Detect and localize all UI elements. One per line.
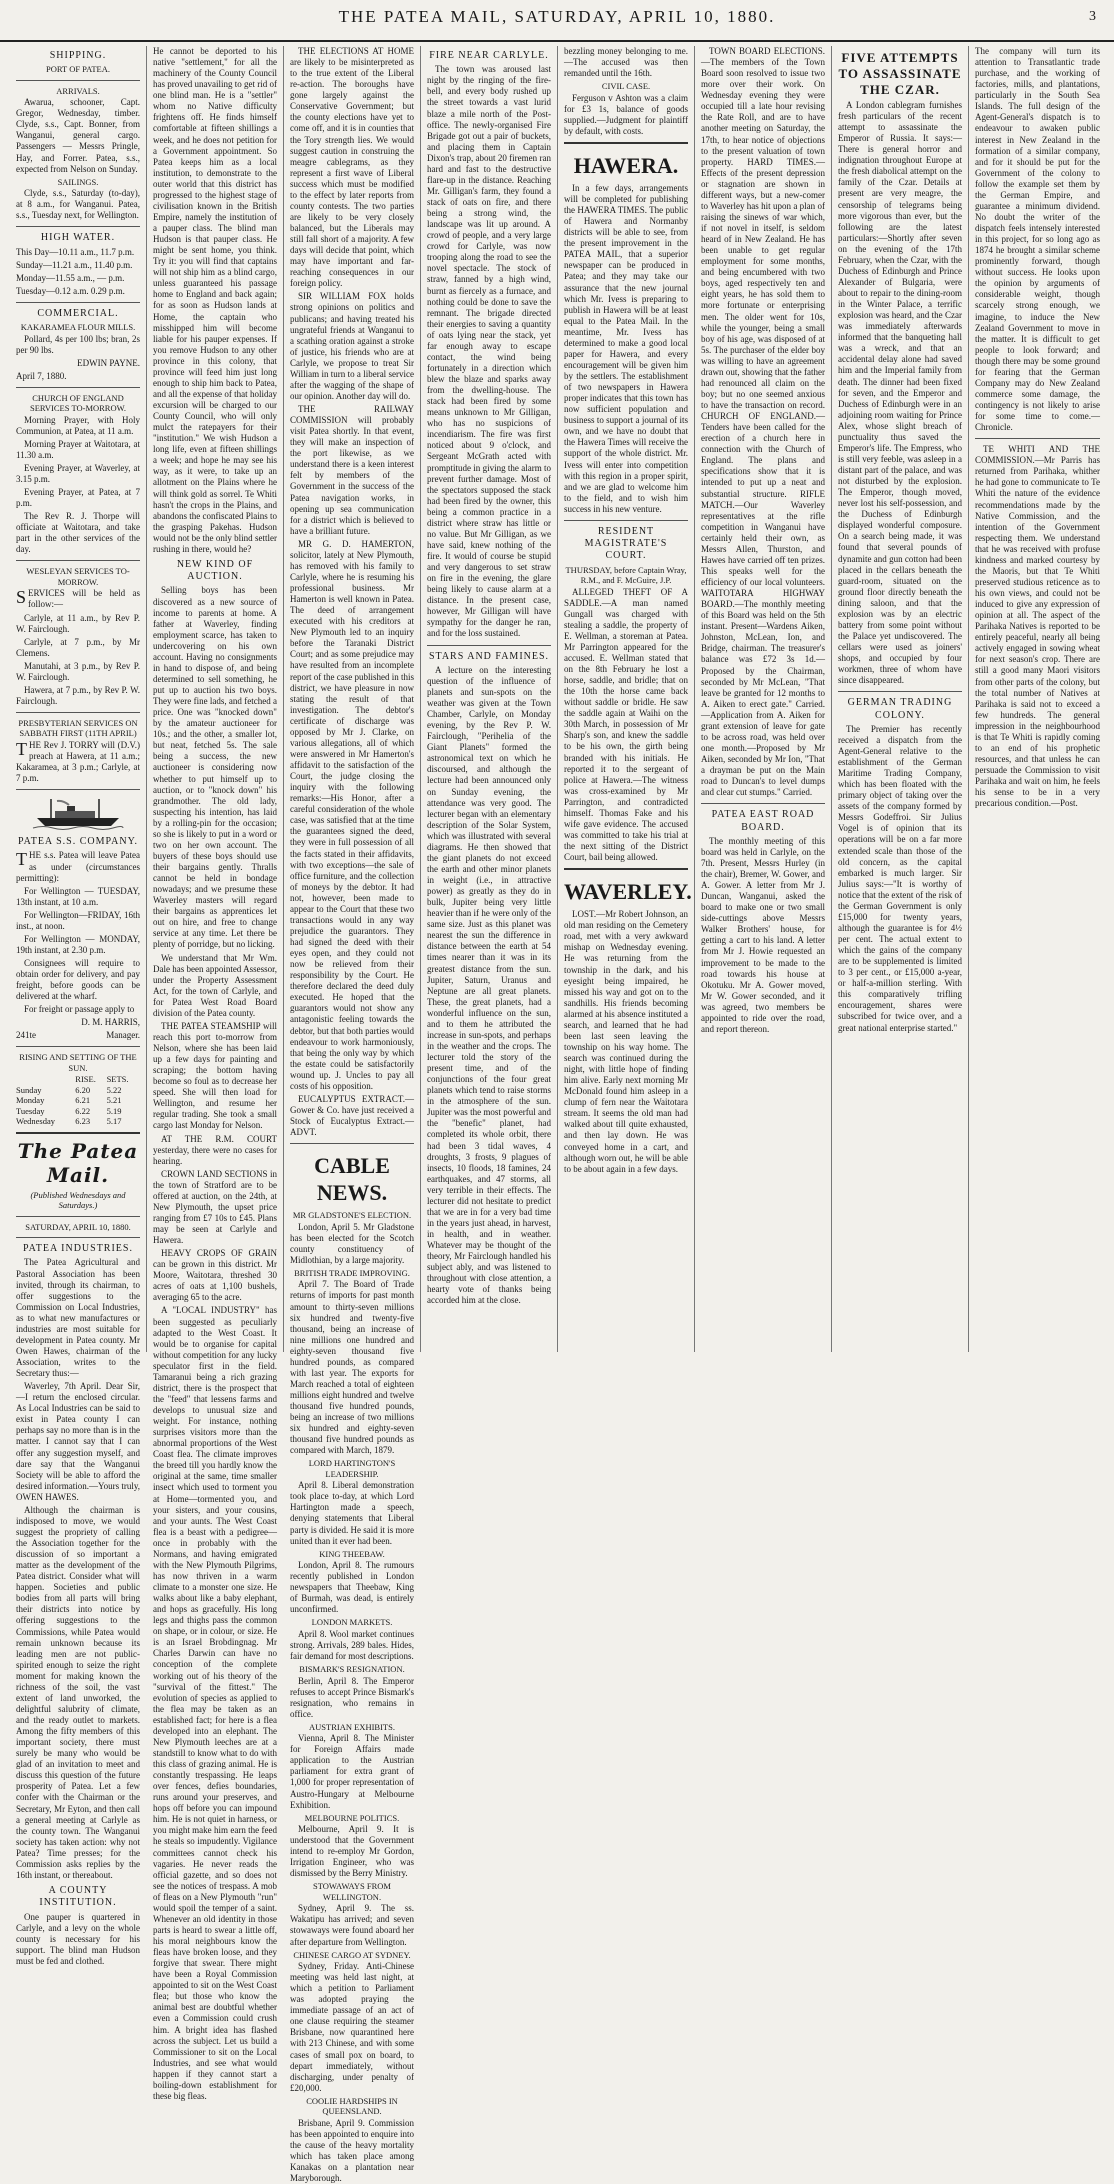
- waverley-text: LOST.—Mr Robert Johnson, an old man residing on the Cemetery road, met with a very awkward mishap on Wednesday evening. He was returning from the township in the dark, and his eyesight being impaired, he missed his way and got on to the sandhills. His friends becoming alarmed at his absence instituted a search, and learned that he had been last seen leaving the township on his way home. The search was continued during the night, with little hope of finding him alive. Early next morning Mr McDonald found him asleep in a clump of fern near the Waitotara stream. It seems the old man had walked about till quite exhausted, and then lay down. He was conveyed home in a cart, and although worn out, he will be able to be about again in a few days.: [564, 909, 688, 1174]
- county-heading: A COUNTY INSTITUTION.: [39, 1884, 117, 1909]
- table-row: [16, 1116, 140, 1126]
- cable-item-text: Sydney, April 9. The ss. Wakatipu has arrived; and seven stowaways were found aboard her after departure from Wellington.: [290, 1903, 414, 1947]
- civil-case-heading: CIVIL CASE.: [601, 81, 651, 92]
- news-paragraph: MR G. D. HAMERTON, solicitor, lately at New Plymouth, has removed with his family to Carlyle, where he is resuming his professional business. Mr Hamerton is well known in Patea. The deed of arrangement executed with his creditors at New Plymouth led to an inquiry before the Taranaki District Court; and as some prejudice may have resulted from an incomplete report of the case published in this district, we have pleasure in now stating the result of that investigation. The debtor's certificate of discharge was opposed by Mr J. Clarke, on various allegations, all of which were answered in Mr Hamerton's affidavit to the satisfaction of the Court, the judge closing the inquiry with the following remarks:—His Honor, after a careful consideration of the whole case, was satisfied that at the time the guarantees signed the deed, they were in full possession of all the facts stated in their affidavits, with two exceptions—the sale of office furniture, and the collection of moneys by the debtor. It had not, however, been made to appear to the Court that these two transactions would in any way prejudice the guarantors. They had signed the deed with their eyes open, and they could not now be relieved from their responsibility by the Court. He therefore declared the deed duly executed. He hoped that the guarantors would not show any antagonistic feeling towards the debtor, but that both parties would endeavour to work harmoniously, that being the only way by which the estate could be satisfactorily wound up. J. Uncles to pay all costs of his opposition.: [290, 538, 414, 1091]
- table-row: [16, 1095, 140, 1105]
- patea-east-text: The monthly meeting of this board was held in Carlyle, on the 7th. Present, Messrs Hurley (in the chair), Bremer, W. Gower, and A. Gower. A letter from Mr J. Duncan, Wanganui, asked the board to make one or two small side-cuttings above Messrs Walker Brothers' house, for getting a cart to his land. A letter from Mr J. Howie requested an improvement to be made to the road towards his house at Okotuku. Mr A. Gower moved, Mr W. Gower seconded, and it was agreed, two members be appointed to ride over the road, and report thereon.: [701, 835, 825, 1034]
- ss-signature: D. M. HARRIS,: [81, 1017, 140, 1028]
- sun-cell: 6.20: [75, 1084, 91, 1095]
- hawera-text: In a few days, arrangements will be completed for publishing the HAWERA TIMES. The public of Hawera and Normanby districts will be able to see, from the present improvement in the PATEA MAIL, that a superior newspaper can be produced in Patea; and they may take our assurance that the new journal which Mr. Ivess is preparing to publish in Hawera will be at least equal to the Patea Mail. In the meantime, Mr. Ivess has determined to make a good local paper for Hawera, and every encouragement will be given him by the settlers. The establishment of two newspapers in Hawera proper indicates that this town has now sufficient population and business to support a journal of its own, and we have no doubt that the Hawera Times will receive the support of the whole district. Mr. Ivess will enter into competition with this region in a proper spirit, and we are glad to welcome him to the field, and to wish him success in his new venture.: [564, 182, 688, 514]
- waverley-continued: TOWN BOARD ELECTIONS.—The members of the Town Board soon resolved to issue two more over their work. On Wednesday evening they were occupied till a late hour revising the Rate Roll, and are to have another meeting on Saturday, the 17th, to hear notice of objections to the present valuation of town property. HARD TIMES.—Effects of the present depression or stagnation are shown in different ways, but a new-comer to Waverley has hit upon a plan of raising the sinews of war which, if not novel in itself, is seldom heard of in New Zealand. He has been unable to get regular employment for some months, and being encumbered with two boys, aged respectively ten and eight years, he has sold them to more fortunate or enterprising men. The older went for 10s, while the younger, being a small boy of his age, was disposed of at 5s. The purchaser of the elder boy was willing to have an agreement drawn out, showing that the father had renounced all claim on the boy; but no one seemed anxious to have the transaction on record. CHURCH OF ENGLAND.—Tenders have been called for the erection of a church here in connection with the Church of England. The plans and specifications show that it is intended to put up a neat and substantial structure. RIFLE MATCH.—Our Waverley representatives at the rifle competition in Wanganui have certainly held their own, as Messrs Allen, Thurston, and Hawes have carried off ten prizes. This speaks well for the efficiency of our local volunteers. WAITOTARA HIGHWAY BOARD.—The monthly meeting of this Board was held on the 5th instant. Present—Wardens Aiken, Johnston, McLean, Ion, and Bridge, chairman. The treasurer's balance was £72 3s 1d.—Proposed by the Chairman, seconded by Mr McLean, "That leave be granted for 12 months to A. Aiken to erect gate." Carried.—Application from A. Aiken for grant extension of leave for gate to be across road, was held over one month.—Proposed by Mr Aiken, seconded by Mr Ion, "That a drayman be put on the Main road to Duncan's to level dumps and clear cut stumps." Carried.: [701, 46, 825, 798]
- cable-item-text: London, April 8. The rumours recently published in London newspapers that Theebaw, King of Burmah, was dead, is entirely unconfirmed.: [290, 1560, 414, 1615]
- high-water-line: Tuesday—0.12 a.m. 0.29 p.m.: [16, 285, 125, 296]
- sailings-text: Clyde, s.s., Saturday (to-day), at 8 a.m., for Wanganui. Patea, s.s., Tuesday next, for Wellington.: [16, 188, 140, 221]
- cable-item-text: London, April 5. Mr Gladstone has been elected for the Scotch county constituency of Midlothian, by a large majority.: [290, 1221, 414, 1265]
- sun-cell: 6.23: [75, 1116, 91, 1127]
- sun-heading: RISING AND SETTING OF THE SUN.: [19, 1052, 137, 1073]
- stars-text: A lecture on the interesting question of the influence of planets and sun-spots on the weather was given at the Town Chamber, Carlyle, on Monday evening, by the Rev P. W. Fairclough, "Perihelia of the Giant Planets" formed the astronomical text on which he discoursed, and although the lecture had been announced only on Sunday evening, the attendance was very good. The lecturer began with an elementary description of the Solar System, which was illustrated with several diagrams. He then showed that the giant planets do not exceed the earth and other minor planets in weight (i.e., in attractive power) as greatly as they do in bulk, Jupiter being very little heavier than if he were only of the same size. Just as this planet was nearest the sun the difference in distance between the earth at 54 times nearer than it was in its greatest distance from the sun. Jupiter, Saturn, Uranus and Neptune are all great planets. These, the great planets, had a wonderful influence on the sun, and to them he attributed the increase in sun-spots, and perhaps in the weather and the crops. The lecturer told the story of the present time, and of the conjunctions of the four great planets which tend to raise storms in the atmosphere of the sun. Jupiter was the most powerful and the "benefic" planet, had completed its whole orbit, there had been 3 tidal waves, 4 droughts, 3 frosts, 9 plagues of insects, 10 floods, 18 famines, 24 earthquakes, and 47 storms, all very terrible in their effects. The lecturer did not hesitate to predict that we are in for a very bad time in the years just ahead, in harvest, in health, and in weather. Whatever may be thought of the theory, Mr Fairclough handled his subject ably, and was listened to throughout with close attention, a hearty vote of thanks being accorded him at the close.: [427, 664, 551, 1306]
- rm-court-sub: THURSDAY, before Captain Wray, R.M., and F. McGuire, J.P.: [565, 564, 687, 586]
- hawera-heading: HAWERA.: [573, 152, 679, 178]
- sailings-heading: SAILINGS.: [57, 176, 99, 187]
- industries-paragraph: Although the chairman is indisposed to move, we would suggest the propriety of calling the Association together for the discussion of so important a matter as the development of the Patea district. Consider what will happen. Societies and public bodies from all parts will bring their districts into notice by offering suggestions to the Commissions, while Patea would remain unknown because its leading men are not public-spirited enough to seize the right moment for making known the richness of the soil, the vast extent of land unworked, the delightful salubrity of climate, and the ready outlet to markets. Among the fifty members of this important society, there must surely be many who would be glad of an invitation to meet and discuss this question of the future prosperity of Patea. Let a few confer with the Chairman or the Secretary, Mr Eyton, and then call a general meeting at Carlyle as the county town. The Wanganui society has taken action: why not Patea? Time presses; for the Commission asks replies by the 16th instant, or thereabout.: [16, 1504, 140, 1880]
- wesleyan-line: Carlyle, at 7 p.m., by Mr Clemens.: [16, 636, 140, 658]
- columns: [10, 46, 1106, 2183]
- cable-item-heading: BISMARK'S RESIGNATION.: [299, 1664, 405, 1675]
- article-paragraph: A "LOCAL INDUSTRY" has been suggested as peculiarly adapted to the West Coast. It would be to organise for capital without competition for any lucky speculator first in the field. Tamaranui being a rich grazing district, there is the prospect that the "feed" that lessens farms and develops to unusual size and weight. For instance, nothing surprises visitors more than the abnormal proportions of the West Coast flea. The climate improves the breed till you hardly know the original at the same, time smaller insect which used to torment you at Home—tormented you, and your sisters, and your cousins, and your aunts. The West Coast flea is a beast with a pedigree—once in probably with the Normans, and having emigrated with the New Plymouth Pilgrims, has now thriven in a warm climate to a monster one size. He walks about like a baby elephant, and hops as gracefully. His long legs and thighs pass the common on shape, or in colour, or size. He is an Israel Brobdingnag. Mr Charles Darwin can have no conception of the complete working out of his theory of the "survival of the fittest." The evolution of species as applied to the flea may be taken as an established fact; for here is a flea developed into an elephant. The New Plymouth leeches are at a standstill to know what to do with this class of grazing animal. He is constantly trespassing. He leaps over fences, defies boundaries, runs around your preserves, and hops off before you can impound him. He is not quiet in harness, or you might make him earn the feed he steals so impudently. Vigilance committees cannot check his vagaries. He never reads the official gazette, and so does not see the notices of trespass. A mob of fleas on a New Plymouth "run" would spoil the temper of a saint. Whenever an old identity in those parts is heard to swear a little off, his moral neighbours know the fleas have broken loose, and they forgive that swear. There might have been a Royal Commission appointed to sit on the West Coast flea; but those who know the animal best are doubtful whether even a Commission could crush him. A bright idea has flashed across the subject. Let us build a Commissioner to sit on the Local Industries, and see what would happen if they cannot start a boiling-down establishment for these big fleas.: [153, 1305, 277, 2101]
- commercial-heading: COMMERCIAL.: [37, 307, 119, 319]
- wesleyan-heading: WESLEYAN SERVICES TO-MORROW.: [26, 566, 130, 587]
- flour-text: Pollard, 4s per 100 lbs; bran, 2s per 90 lbs.: [16, 333, 140, 355]
- sun-cell: Tuesday: [16, 1105, 45, 1116]
- high-water-line: This Day—10.11 a.m., 11.7 p.m.: [16, 246, 135, 257]
- sun-col-header: [16, 1074, 75, 1084]
- article-paragraph: HEAVY CROPS OF GRAIN can be grown in this district. Mr Moore, Waitotara, threshed 30 acres of oats at 1,100 bushels, averaging 65 to the acre.: [153, 1248, 277, 1303]
- cable-item-heading: CHINESE CARGO AT SYDNEY.: [293, 1949, 411, 1960]
- wesleyan-line: Manutahi, at 3 p.m., by Rev P. W. Fairclough.: [16, 660, 140, 682]
- colony-text: The Premier has recently received a dispatch from the Agent-General relative to the establishment of the German Maritime Trading Company, which has been floated with the primary object of taking over the assets of the company formed by Messrs Godeffroi. Sir Julius Vogel is of opinion that its operations will be on a far more extended scale than those of the old concern, as the capital embarked is much larger. Sir Julius says:—"It is worthy of notice that the extent of the risk of the German Government is only £15,000 for twenty years, although the guarantee is for 4½ per cent. The actual extent to which the gains of the company are to be supplemented is limited to 3 per cent., or £15,000 a-year, or half-a-million sterling. With this comparatively trifling encouragement, shares were subscribed for twice over, and a great national enterprise started.": [838, 723, 962, 1033]
- czar-text: A London cablegram furnishes fresh particulars of the recent attempt to assassinate the Emperor of Russia. It says:—There is general horror and indignation throughout Europe at the fresh diabolical attempt on the family of the Czar. Details at present are very meagre, the censorship of telegrams being more vigorous than ever, but the following are the latest particulars:—Shortly after seven on the evening of the 17th February, when the Czar, with the Duchess of Edinburgh and Prince Alexander of Bulgaria, were about to repair to the dining-room in the Winter Palace, a terrific explosion was heard, and the Czar was immediately afterwards informed that the banqueting hall was a wreck, and that an accidental delay alone had saved him and the Imperial family from death. The dinner had been fixed for seven, and the Emperor and Duchess of Edinburgh were in an adjoining room waiting for Prince Alex, whose slight breach of punctuality thus saved the Emperor's life. The Empress, who is still very feeble, was asleep in a distant part of the palace, and was not disturbed by the explosion. The Emperor, though moved, never lost his self-possession, and the Duchess of Edinburgh displayed wonderful composure. On a search being made, it was found that several pounds of dynamite and gun cotton had been placed in the cellars beneath the guard-room, situated on the ground floor directly beneath the dining saloon, and that the explosion was by an electric battery from some point without the Palace yet undiscovered. The cellars were used as joiners' shops, and occupied by four workmen, three of whom have since disappeared.: [838, 99, 962, 686]
- flour-signature: EDWIN PAYNE.: [77, 357, 140, 368]
- presbyterian-text: THE Rev J. TORRY will (D.V.) preach at Hawera, at 11 a.m.; Kakaramea, at 3 p.m.; Carlyle, at 7 p.m.: [16, 738, 140, 784]
- sun-cell: Monday: [16, 1095, 45, 1106]
- news-paragraph: SIR WILLIAM FOX holds strong opinions on politics and publicans; and having treated his ungrateful friends at Wanganui to a scathing oration against a stroke of justice, his friends who are at Carlyle, we propose to treat Sir William in turn to a liberal service after the wagging of the shape of our opinion. Another day will do.: [290, 291, 414, 401]
- wesleyan-line: SERVICES will be held as follow:—: [16, 587, 140, 610]
- te-whiti-text: TE WHITI AND THE COMMISSION.—Mr Parris has returned from Parihaka, whither he had gone to communicate to Te Whiti the nature of the evidence recommendations made by the Native Commission, and the intention of the Government respecting them. We understand that he was received with profuse kindness and marked courtesy by the Maoris, but that Te Whiti preserved studious reticence as to his own views, and could not be induced to give any expression of opinion at all. The aspect of the Parihaka Natives is reported to be entirely peaceful, nearly all being actively engaged in sowing wheat for next season's crop. There are still a good many Maori visitors from other parts of the colony, but the total number of Natives at Parihaka is said not to exceed a few hundreds. The general impression in the neighbourhood is that Te Whiti is rapidly coming to an end of his prophetic resources, and that unless he can persuade the Commission to visit Parihaka and wait on him, he feels his sense to be in a very precarious condition.—Post.: [975, 444, 1100, 809]
- stars-heading: STARS AND FAMINES.: [428, 650, 550, 662]
- cable-item-heading: AUSTRIAN EXHIBITS.: [309, 1721, 395, 1732]
- patea-east-heading: PATEA EAST ROAD BOARD.: [711, 809, 815, 833]
- sun-cell: Wednesday: [16, 1116, 55, 1127]
- ss-company-heading: PATEA S.S. COMPANY.: [17, 836, 139, 848]
- ss-ref: 241te: [16, 1030, 36, 1041]
- cable-item-heading: BRITISH TRADE IMPROVING.: [294, 1267, 410, 1278]
- church-line: Evening Prayer, at Waverley, at 3.15 p.m.: [16, 462, 140, 485]
- cable-item-heading: MR GLADSTONE'S ELECTION.: [292, 1210, 412, 1221]
- article-paragraph: AT THE R.M. COURT yesterday, there were no cases for hearing.: [153, 1133, 277, 1166]
- article-paragraph: THE PATEA STEAMSHIP will reach this port to-morrow from Nelson, where she has been laid up a few days for painting and scraping; the bottom having become so foul as to decrease her speed. She will then load for Wellington, and resume her regular trading. She took a small cargo last Monday for Nelson.: [153, 1020, 277, 1131]
- wesleyan-line: Carlyle, at 11 a.m., by Rev P. W. Fairclough.: [16, 612, 140, 634]
- column-3: [284, 46, 421, 2183]
- colony-heading: GERMAN TRADING COLONY.: [847, 697, 953, 721]
- shipping-heading: SHIPPING.: [49, 50, 107, 61]
- column-5: [558, 46, 695, 1352]
- fire-heading: FIRE NEAR CARLYLE.: [429, 50, 549, 61]
- presbyterian-heading: PRESBYTERIAN SERVICES ON SABBATH FIRST (11TH APRIL): [18, 718, 138, 739]
- table-row: [16, 1085, 140, 1095]
- page-number: 3: [1089, 9, 1096, 24]
- steamship-illustration: [33, 796, 123, 830]
- civil-case-text: Ferguson v Ashton was a claim for £3 1s, balance of goods supplied.—Judgment for plaintiff by default, with costs.: [564, 92, 688, 136]
- column-8: [969, 46, 1106, 1352]
- ss-line: Consignees will require to obtain order for delivery, and pay freight, before goods can be delivered at the wharf.: [16, 958, 140, 1002]
- table-row: [16, 1106, 140, 1116]
- industries-heading: PATEA INDUSTRIES.: [23, 1243, 133, 1255]
- paper-title: The Patea Mail.: [17, 1138, 139, 1188]
- church-line: Morning Prayer, with Holy Communion, at Patea, at 11 a.m.: [16, 414, 140, 436]
- county-text: One pauper is quartered in Carlyle, and a levy on the whole county is necessary for his support. The blind man Hudson must be fed and clothed.: [16, 1911, 140, 1966]
- ss-signature-title: Manager.: [106, 1030, 140, 1041]
- masthead: [0, 0, 1114, 42]
- cable-item-text: Berlin, April 8. The Emperor refuses to accept Prince Bismark's resignation, who remains in office.: [290, 1675, 414, 1719]
- cable-item-heading: COOLIE HARDSHIPS IN QUEENSLAND.: [306, 2095, 398, 2117]
- sun-cell: 5.17: [106, 1116, 122, 1127]
- arrivals-text: Awarua, schooner, Capt. Gregor, Wednesday, timber. Clyde, s.s., Capt. Bonner, from Wanganui, general cargo. Passengers — Messrs Pringle, Hay, and Forrer. Patea, s.s., expected from Nelson on Sunday.: [16, 97, 140, 174]
- cable-item-text: Vienna, April 8. The Minister for Foreign Affairs made application to the Austrian parliament for extra grant of 1,000 for proper representation of Austro-Hungary at Melbourne Exhibition.: [290, 1733, 414, 1810]
- sun-cell: 6.22: [75, 1105, 91, 1116]
- news-paragraph: THE ELECTIONS AT HOME are likely to be misinterpreted as to the true extent of the Liberal re-action. The boroughs have gone largely against the Conservative Government; but the county elections have yet to come off, and it is in counties that the Tory strength lies. We would suggest caution in construing the meagre cablegrams, as they represent a first wave of Liberal success which must be modified to the effect by later reports from county contests. The two parties are likely to be very closely balanced, but the Liberals may still fall short of a majority. A few days will decide that point, which may have important and far-reaching consequences in our foreign policy.: [290, 46, 414, 289]
- ss-line: For freight or passage apply to: [24, 1004, 135, 1015]
- cable-item-text: April 7. The Board of Trade returns of imports for past month amount to thirty-seven millions six hundred and twenty-five thousand, being an increase of nine millions one hundred and eighty-seven thousand five hundred pounds, as compared with last year. The exports for March reached a total of eighteen millions eight hundred and twelve thousand five hundred pounds, being an increase of two millions six hundred and eighty-seven thousand five hundred pounds as compared with March, 1879.: [290, 1279, 414, 1456]
- wesleyan-line: Hawera, at 7 p.m., by Rev P. W. Fairclough.: [16, 684, 140, 706]
- cable-item-text: Brisbane, April 9. Commission has been appointed to enquire into the cause of the heavy mortality which has taken place among Kanakas on a plantation near Maryborough.: [290, 2117, 414, 2183]
- cable-item-heading: KING THEEBAW.: [319, 1548, 385, 1559]
- sun-col-header: RISE.: [75, 1074, 96, 1085]
- colony-continued: The company will turn its attention to Transatlantic trade purchase, and the working of factories, mills, and plantations, particularly in the South Sea Islands. The full design of the Agent-General's dispatch is to endeavour to awaken public interest in New Zealand in the formation of a similar company, and for it should be put for the Government of the colony to follow the example set them by the German Empire, and guarantee a minimum dividend. No doubt the writer of the dispatch feels intensely interested in this project, for so long ago as 1874 he brought a similar scheme prominently forward, though without success. He looks upon the opinion by arguments of considerable weight, though scarcely strong enough, we imagine, to induce the New Zealand Government to move in the matter. It is difficult to get people to look forward; and though there may be some ground for fearing that the German Company may do New Zealand commerce some damage, the contingency is not likely to arise for some time to come.—Chronicle.: [975, 46, 1100, 433]
- sun-col-header: SETS.: [106, 1074, 129, 1085]
- column-1: [10, 46, 147, 1966]
- cable-item-text: April 8. Liberal demonstration took place to-day, at which Lord Hartington made a speech, denying statements that Liberal party is divided. He said it is more united than it ever had been.: [290, 1480, 414, 1546]
- cable-item-heading: MELBOURNE POLITICS.: [304, 1812, 400, 1823]
- waverley-heading: WAVERLEY.: [564, 879, 692, 905]
- column-7: [832, 46, 969, 1352]
- sun-table: [16, 1074, 140, 1126]
- rm-court-text: ALLEGED THEFT OF A SADDLE.—A man named Gungall was charged with stealing a saddle, the property of E. Wellman, a storeman at Patea. Mr Parrington appeared for the accused. E. Wellman stated that on the 8th February he lost a horse, saddle, and bridle; that on the 10th the horse came back without saddle or bridle. He saw the saddle again at Waihi on the 30th March, in possession of Mr Sharp's son, and knew the saddle to be his own, the girth being branded with his initials. He reported it to the sergeant of police at Hawera.—The witness was cross-examined by Mr Parrington, and contradicted himself. Thomas Fake and his wife gave evidence. The accused was committed to take his trial at the next sitting of the District Court, bail being allowed.: [564, 586, 688, 863]
- czar-heading: FIVE ATTEMPTS TO ASSASSINATE THE CZAR.: [838, 50, 962, 97]
- sun-cell: 5.21: [106, 1095, 122, 1106]
- ss-line: For Wellington—FRIDAY, 16th inst., at noon.: [16, 909, 140, 931]
- ss-line: For Wellington — TUESDAY, 13th instant, at 10 a.m.: [16, 885, 140, 907]
- industries-paragraph: The Patea Agricultural and Pastoral Association has been invited, through its chairman, to offer suggestions to the Commission on Local Industries, as to what new manufactures or industries are most suitable for development in Patea county. Mr Owen Hawes, chairman of the Association, writes to the Secretary thus:—: [16, 1257, 140, 1379]
- high-water-line: Sunday—11.21 a.m., 11.40 p.m.: [16, 259, 133, 270]
- church-line: Morning Prayer at Waitotara, at 11.30 a.m.: [16, 438, 140, 460]
- church-line: The Rev R. J. Thorpe will officiate at Waitotara, and take part in the other services of the day.: [16, 511, 140, 555]
- sun-cell: Sunday: [16, 1084, 42, 1095]
- article-paragraph: Selling boys has been discovered as a new source of income to parents at home. A father at Waverley, finding employment scarce, has taken to undercovering on his own account. Having no consignments in hand to dispose of, and being determined to sell something, he put up to auction his two boys. They were fine lads, and fetched a price. One was "knocked down" by the amateur auctioneer for 10s.; and the other, a smaller lot, but neat, fetched 5s. The sale being a success, the new auctioneer is considering now whether to put himself up to auction, or to "knock down" his grandmother. The old lady, suspecting his intention, has laid by a rolling-pin for the occasion; so she is likely to put in a word or two on her own account. The buyers of these boys should use their bargains gently. Thralls cannot be held in bondage nowadays; and we presume these Waverley masters will regard their bargains as apprentices let out on hire, and free to change service at any time. Let there be plenty of porridge, but no licking.: [153, 585, 277, 950]
- sun-cell: 5.22: [106, 1084, 122, 1095]
- paper-date: SATURDAY, APRIL 10, 1880.: [25, 1221, 131, 1232]
- paper-subtitle: (Published Wednesdays and Saturdays.): [30, 1189, 126, 1211]
- column-4: [421, 46, 558, 1352]
- high-water-heading: HIGH WATER.: [40, 232, 116, 244]
- ss-line: THE s.s. Patea will leave Patea as under (circumstances permitting):: [16, 849, 140, 883]
- arrivals-heading: ARRIVALS.: [56, 85, 100, 96]
- auction-heading: NEW KIND OF AUCTION.: [176, 558, 254, 583]
- sun-cell: 5.19: [106, 1105, 122, 1116]
- church-heading: CHURCH OF ENGLAND SERVICES TO-MORROW.: [30, 392, 126, 414]
- high-water-line: Monday—11.55 a.m., — p.m.: [16, 272, 125, 283]
- church-line: Evening Prayer, at Patea, at 7 p.m.: [16, 487, 140, 509]
- cable-item-text: Sydney, Friday. Anti-Chinese meeting was held last night, at which a petition to Parliament was adopted praying the immediate passage of an act of one clause requiring the steamer Brisbane, now quarantined here with 213 Chinese, and with some cases of small pox on board, to depart immediately, without discharging, under penalty of £20,000.: [290, 1961, 414, 2093]
- cable-item-heading: LONDON MARKETS.: [311, 1617, 393, 1628]
- cable-item-heading: LORD HARTINGTON'S LEADERSHIP.: [308, 1458, 396, 1479]
- column-2: [147, 46, 284, 2101]
- rm-court-heading: RESIDENT MAGISTRATE'S COURT.: [584, 525, 668, 562]
- news-paragraph: THE RAILWAY COMMISSION will probably visit Patea shortly. In that event, they will make an inspection of the port likewise, as we understand there is a keen interest felt by members of the Government in the success of the Patea navigation works, in opening up sea communication for a district which is believed to have a brilliant future.: [290, 404, 414, 536]
- article-paragraph: We understand that Mr Wm. Dale has been appointed Assessor, under the Property Assessment Act, for the town of Carlyle, and for Patea West Road Board division of the Patea county.: [153, 952, 277, 1018]
- cable-item-heading: STOWAWAYS FROM WELLINGTON.: [313, 1881, 391, 1902]
- court-continuation: bezzling money belonging to me.—The accused was then remanded until the 16th.: [564, 46, 688, 79]
- cable-item-text: Melbourne, April 9. It is understood that the Government intend to re-employ Mr Gordon, Irrigation Engineer, who was dismissed by the Berry Ministry.: [290, 1824, 414, 1879]
- article-paragraph: CROWN LAND SECTIONS in the town of Stratford are to be offered at auction, on the 24th, at New Plymouth, the upset price ranging from £7 10s to £45. Plans may be seen at Carlyle and Hawera.: [153, 1168, 277, 1246]
- masthead-title: THE PATEA MAIL, SATURDAY, APRIL 10, 1880.: [338, 7, 776, 26]
- column-6: [695, 46, 832, 1352]
- sun-cell: 6.21: [75, 1095, 91, 1106]
- port-heading: PORT OF PATEA.: [46, 64, 110, 75]
- cable-news-heading: CABLE NEWS.: [314, 1153, 390, 1206]
- ss-line: For Wellington — MONDAY, 19th instant, at 2.30 p.m.: [16, 933, 140, 955]
- article-continuation: He cannot be deported to his native "settlement," for all the machinery of the County Council has proved unavailing to get rid of one blind man. He is a "settler" whom no Native difficulty frightens off. He finds himself comfortable at fifteen shillings a week, and he does not petition for a Government appointment. So Patea keeps him as a local institution, to demonstrate to the outer world that this district has progressed to the highest stage of civilisation known in the British Empire, namely the institution of a pauper class. The blind man Hudson is that pauper class. He might be sent home, you think. Try it: you will find that captains will not ship him as a blind cargo, unless guaranteed his passage home to England and back again; for as soon as Hudson lands at Home, the captain who misshipped him will become liable for his pauper expenses. If you remove Hudson to any other province in this colony, that province will feed him just long enough to ship him back to Patea, and all the expense of that holiday excursion will be charged to our County Council, who will only mulct the ratepayers for their "institution." We wish Hudson a long life, even at fifteen shillings a week; and hope he may see his way, as it were, to take up an allotment on the Plains where he will think gold as sorrel. Te Whiti hasn't the crops in the Plains, and abandons the confiscated Plains to the grasping Pakehas. Hudson would not be the only blind settler rushing in there, would he?: [153, 46, 277, 554]
- fire-text: The town was aroused last night by the ringing of the fire-bell, and every body rushed up the street towards a vast lurid blaze a mile north of the Post-office. The newly-organised Fire Brigade got out a pair of buckets, and placing them in Captain Dixon's trap, about 20 firemen ran hard and fast to the destructive flare-up in the distance. Reaching Mr. Gilligan's farm, they found a stack of oats on fire, and there being a strong wind, the landscape was lit up around. A crowd of people, and a very large crowd for Carlyle, was now trooping along the road to see the novel spectacle. The stock of straw, fanned by a high wind, burnt as fiercely as a furnace, and nothing could be done to save the remnant. The brigade directed their energies to saving a quantity of oats lying near the stack, yet far enough away to escape contact, the wind being fortunately in a direction which blew the blaze and sparks away from the dwelling-house. The stack had been fired by some means unknown to Mr Gilligan, who has no suspicions of incendiarism. The fire was first noticed about 9 o'clock, and Sergeant McGrath acted with promptitude in giving the alarm to prevent further damage. Most of the spectators supposed the stack had been fired by the owner, this being a common practice in a district where straw has little or no value. But Mr Gilligan, as we have said, knew nothing of the fire. It would of course be stupid and very dangerous to set straw on fire in the evening, the glare being likely to cause alarm at a distance. In the present case, however, Mr Gilligan will have sympathy for the danger he ran, and for the loss sustained.: [427, 64, 551, 639]
- news-paragraph: EUCALYPTUS EXTRACT.—Gower & Co. have just received a Stock of Eucalyptus Extract.—ADVT.: [290, 1093, 414, 1138]
- flour-heading: KAKARAMEA FLOUR MILLS.: [20, 322, 136, 333]
- cable-item-text: April 8. Wool market continues strong. Arrivals, 289 bales. Hides, fair demand for most descriptions.: [290, 1628, 414, 1661]
- industries-paragraph: Waverley, 7th April. Dear Sir,—I return the enclosed circular. As Local Industries can be said to exist in Patea county I can perhaps say no more than is in the matter. I cannot say that I can offer any suggestion myself, and dare say that the Wanganui Society will be able to afford the desired information.—Yours truly, OWEN HAWES.: [16, 1381, 140, 1502]
- flour-date: April 7, 1880.: [16, 370, 67, 381]
